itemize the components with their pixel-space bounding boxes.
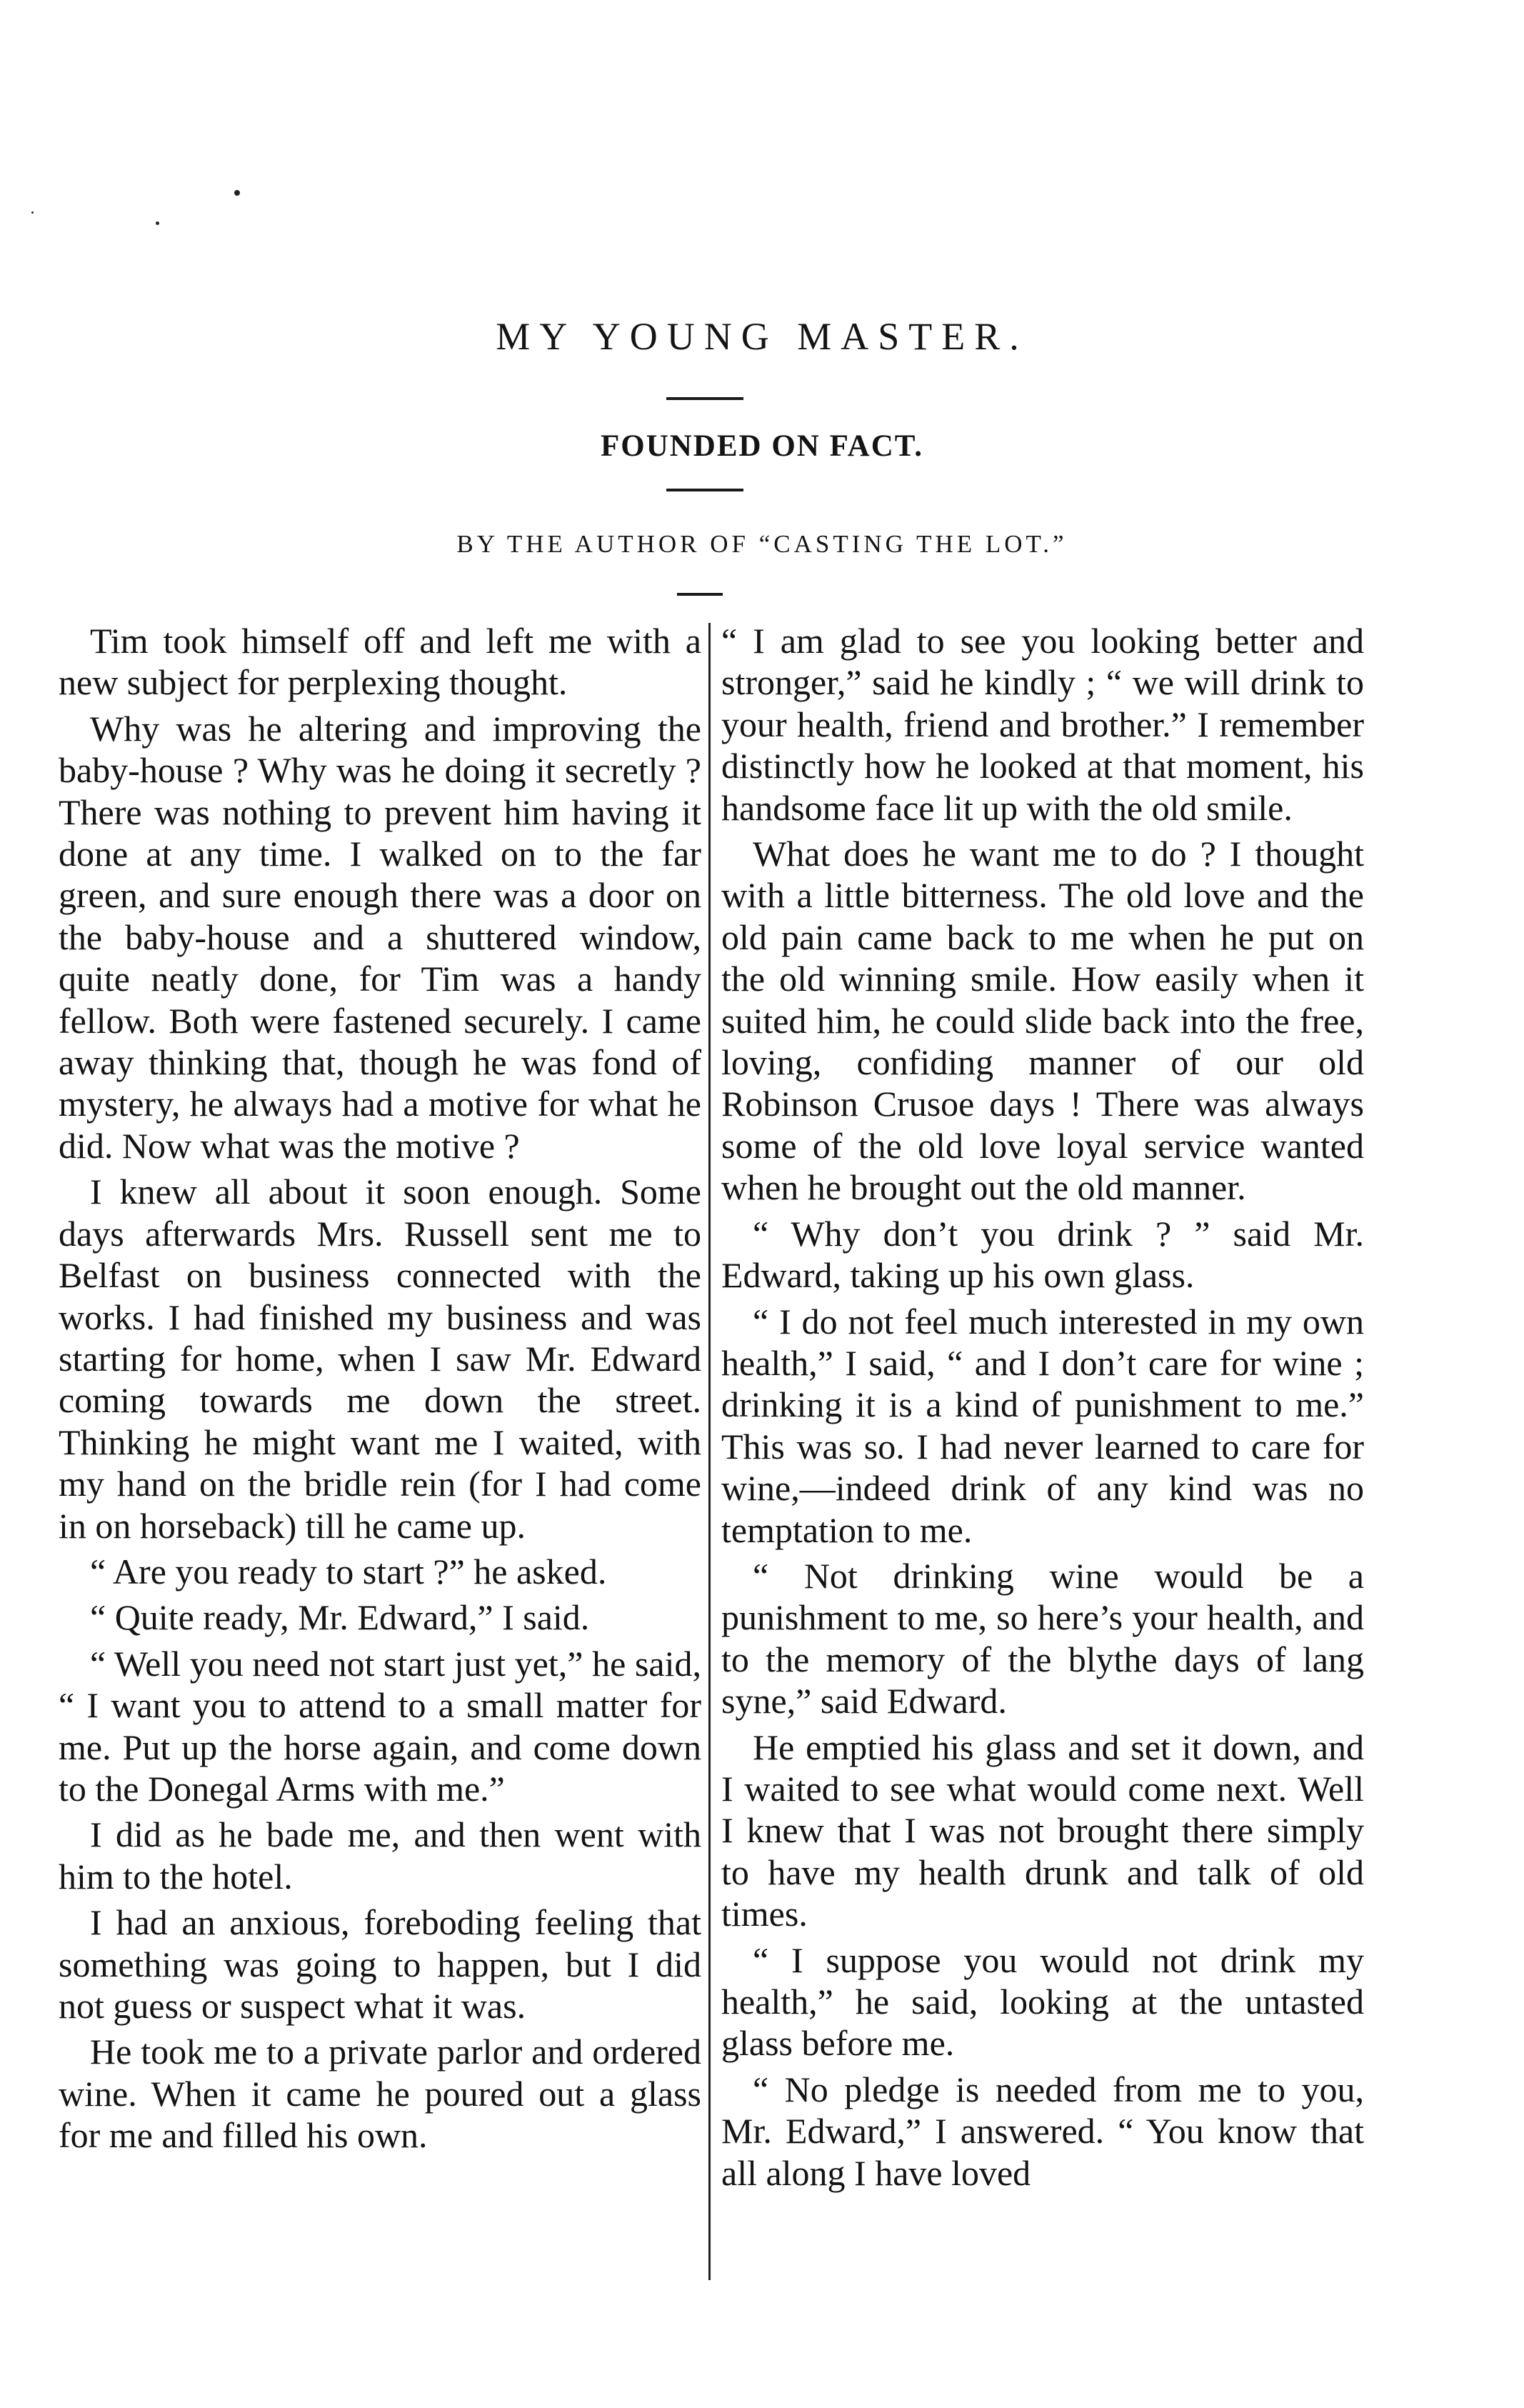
paragraph: “ I suppose you would not drink my health,” he said, looking at the untasted glass before me. [721, 1939, 1364, 2064]
paragraph: Why was he altering and improving the baby-house ? Why was he doing it secretly ? There was nothing to prevent him having it done at any time. I walked on to the far green, and sure enough there was a door on the baby-house and a shuttered window, quite neatly done, for Tim was a handy fellow. Both were fastened securely. I came away thinking that, though he was fond of mystery, he always had a motive for what he did. Now what was the motive ? [59, 708, 701, 1166]
paragraph: “ Are you ready to start ?” he asked. [90, 1551, 607, 1592]
article-subtitle: FOUNDED ON FACT. [600, 429, 924, 463]
paragraph: “ Not drinking wine would be a punishment to me, so here’s your health, and to the memory of the blythe days of lang syne,” said Edward. [721, 1555, 1364, 1722]
byline-rule [677, 593, 723, 596]
paragraph-continuation: “ I am glad to see you looking better and stronger,” said he kindly ; “ we will drink to your health, friend and brother.” I remember distinctly how he looked at that moment, his handsome face lit up with the old smile. [721, 621, 1364, 828]
paragraph: “ I do not feel much interested in my own health,” I said, “ and I don’t care for wine ; drinking it is a kind of punishment to me.” This was so. I had never learned to care for wine,—indeed drink of any kind was no temptation to me. [721, 1301, 1364, 1550]
left-column [59, 620, 701, 2161]
ink-speck [31, 211, 34, 214]
right-column [721, 620, 1364, 2198]
author-byline: BY THE AUTHOR OF “CASTING THE LOT.” [456, 530, 1068, 558]
paragraph: I knew all about it soon enough. Some days afterwards Mrs. Russell sent me to Belfast on business connected with the works. I had finished my business and was starting for home, when I saw Mr. Edward coming towards me down the street. Thinking he might want me I waited, with my hand on the bridle rein (for I had come in on horseback) till he came up. [59, 1171, 701, 1546]
column-divider [708, 623, 711, 2280]
title-rule [666, 397, 743, 400]
paragraph: He emptied his glass and set it down, and I waited to see what would come next. Well I knew that I was not brought there simply to have my health drunk and talk of old times. [721, 1727, 1364, 1934]
paragraph: “ No pledge is needed from me to you, Mr. Edward,” I answered. “ You know that all along I have loved [721, 2069, 1364, 2193]
paragraph: “ Why don’t you drink ? ” said Mr. Edward, taking up his own glass. [721, 1213, 1364, 1296]
paragraph: What does he want me to do ? I thought with a little bitterness. The old love and the old pain came back to me when he put on the old winning smile. How easily when it suited him, he could slide back into the free, loving, confiding manner of our old Robinson Crusoe days ! There was always some of the old love loyal service wanted when he brought out the old manner. [721, 834, 1364, 1208]
paragraph: “ Quite ready, Mr. Edward,” I said. [90, 1597, 590, 1638]
ink-speck [156, 221, 159, 225]
article-title: MY YOUNG MASTER. [496, 315, 1028, 358]
paragraph: I did as he bade me, and then went with him to the hotel. [59, 1814, 701, 1897]
subtitle-rule [666, 489, 743, 491]
ink-speck [234, 190, 240, 196]
paragraph: I had an anxious, foreboding feeling that something was going to happen, but I did not guess or suspect what it was. [59, 1902, 701, 2026]
paragraph: Tim took himself off and left me with a new subject for perplexing thought. [59, 621, 701, 703]
paragraph: He took me to a private parlor and ordered wine. When it came he poured out a glass for me and filled his own. [59, 2032, 701, 2156]
paragraph: “ Well you need not start just yet,” he said, “ I want you to attend to a small matter for me. Put up the horse again, and come down to the Donegal Arms with me.” [59, 1643, 701, 1809]
